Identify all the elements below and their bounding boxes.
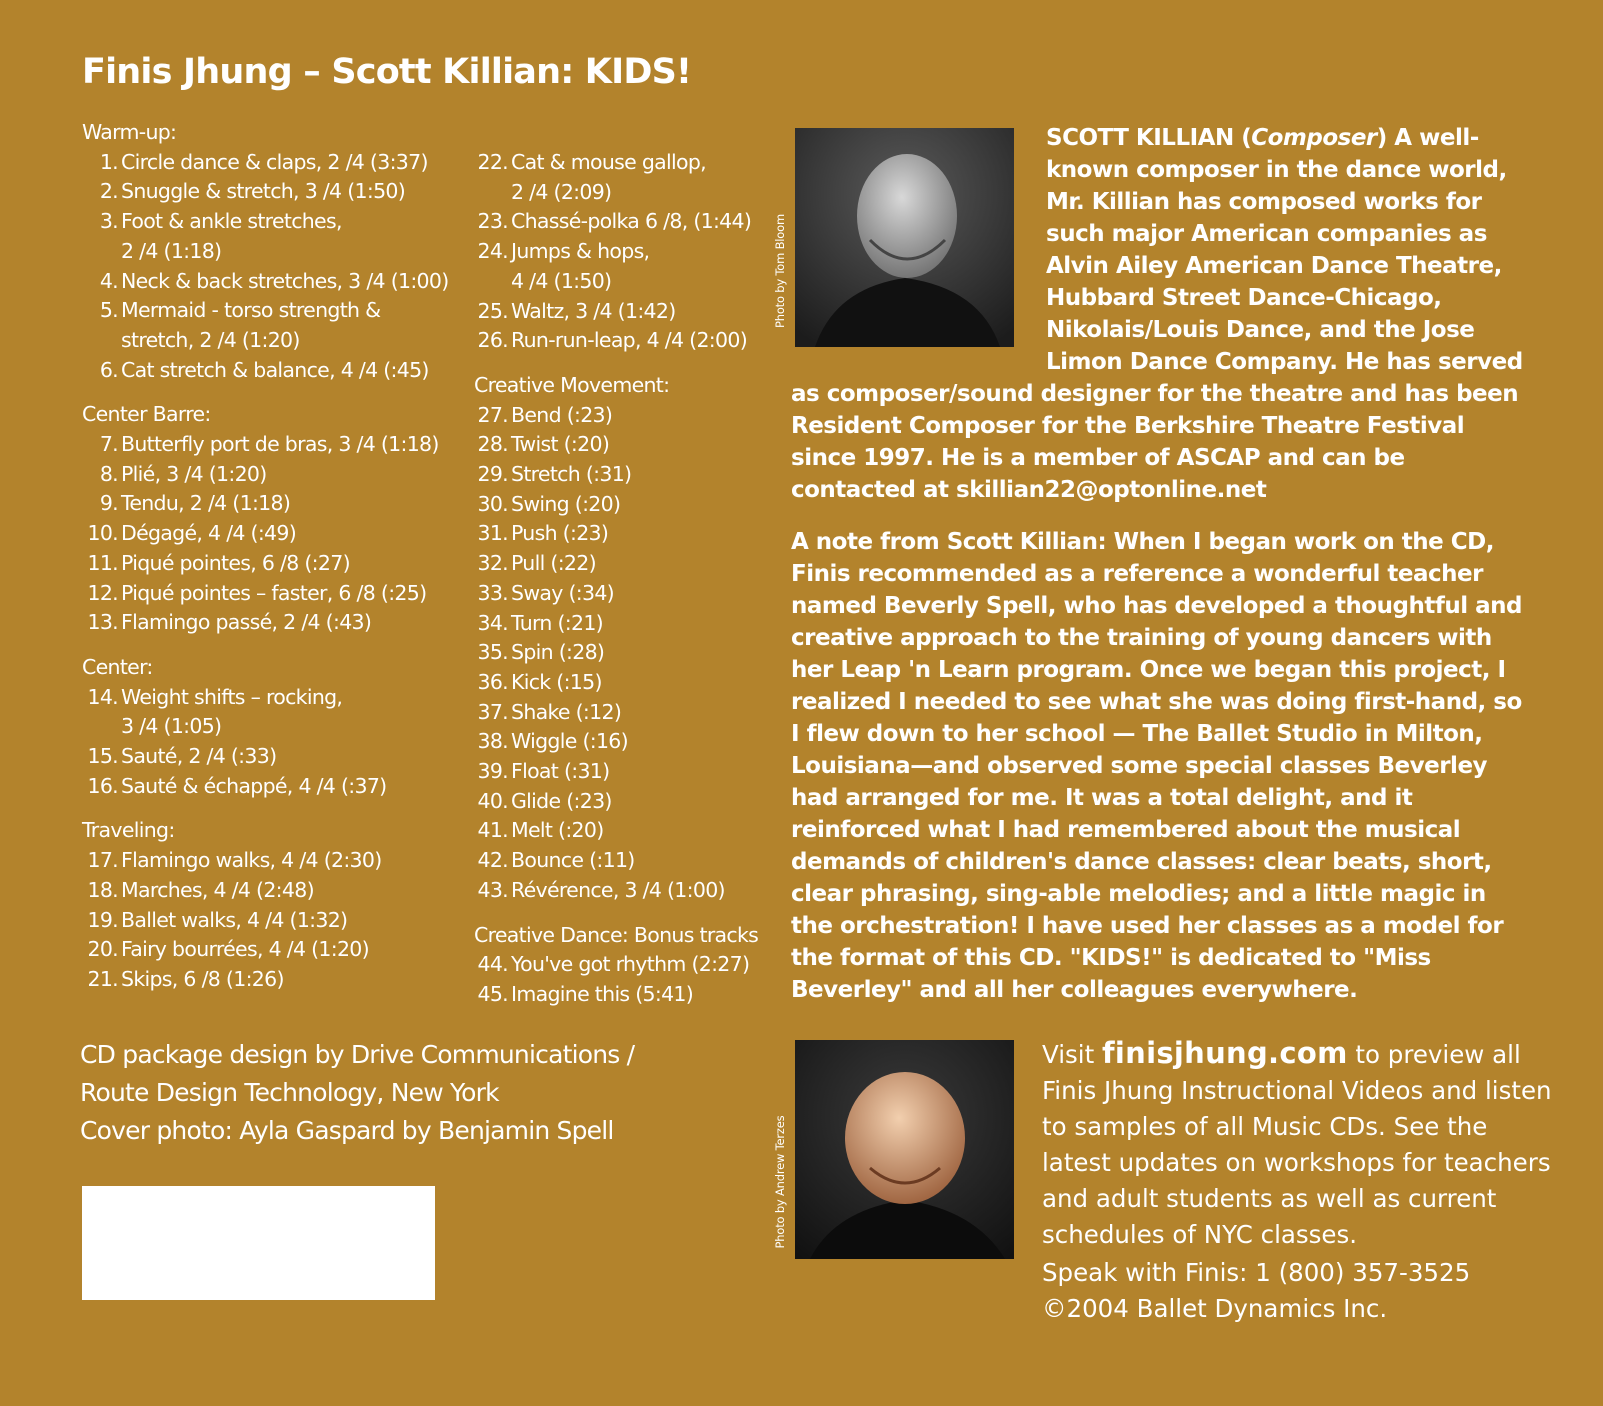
track-item <box>82 772 462 802</box>
track-name: Sauté & échappé, 4 /4 (:37) <box>121 773 387 798</box>
track-item <box>82 876 462 906</box>
track-name: Bend (:23) <box>511 402 613 427</box>
track-item <box>82 177 462 207</box>
track-number: 20. <box>87 937 118 962</box>
bio-role: Composer <box>1251 125 1377 151</box>
track-item <box>474 668 774 698</box>
track-name: Flamingo walks, 4 /4 (2:30) <box>121 848 382 873</box>
section-heading: Center Barre: <box>82 402 211 427</box>
track-number: 36. <box>477 669 508 694</box>
track-name: Ballet walks, 4 /4 (1:32) <box>121 907 348 932</box>
section-creative-dance <box>474 921 774 1010</box>
track-number: 37. <box>477 699 508 724</box>
section-continued <box>474 148 774 356</box>
track-name: Float (:31) <box>511 759 610 784</box>
track-number: 45. <box>477 981 508 1006</box>
track-item <box>474 698 774 728</box>
track-item <box>474 638 774 668</box>
track-item <box>82 267 462 297</box>
track-number: 21. <box>87 966 118 991</box>
track-item <box>474 237 774 296</box>
track-name: Neck & back stretches, 3 /4 (1:00) <box>121 268 449 293</box>
track-item <box>474 579 774 609</box>
track-number: 16. <box>87 773 118 798</box>
track-number: 6. <box>99 357 118 382</box>
track-name: Snuggle & stretch, 3 /4 (1:50) <box>121 179 406 204</box>
track-name: Push (:23) <box>511 521 609 546</box>
track-number: 25. <box>477 298 508 323</box>
track-item <box>474 519 774 549</box>
track-item <box>474 207 774 237</box>
track-number: 27. <box>477 402 508 427</box>
section-creative-movement <box>474 371 774 906</box>
finis-portrait-image <box>795 1040 1014 1259</box>
website-promo <box>1042 1035 1562 1327</box>
track-item <box>82 608 462 638</box>
track-number: 28. <box>477 432 508 457</box>
track-name: Cat & mouse gallop, 2 /4 (2:09) <box>511 150 706 204</box>
composer-bio <box>791 122 1531 1006</box>
track-item <box>474 148 774 207</box>
track-item <box>82 519 462 549</box>
track-name: Turn (:21) <box>511 610 603 635</box>
track-name: Swing (:20) <box>511 491 621 516</box>
section-heading: Warm-up: <box>82 120 177 144</box>
track-name: Piqué pointes, 6 /8 (:27) <box>121 550 350 575</box>
section-heading: Center: <box>82 654 153 679</box>
track-item <box>474 727 774 757</box>
track-name: Chassé-polka 6 /8, (1:44) <box>511 209 752 234</box>
bio-text: A well-known composer in the dance world, Mr. Killian has composed works for such major American companies as Alvin Ailey American Dance Theatre, Hubbard Street Dance-Chicago, Nikolais/Louis Dance, and the Jose Limon Dance Company. He has served as composer/sound designer for the theatre and has been Resident Composer for the Berkshire Theatre Festival since 1997. He is a member of ASCAP and can be contacted at skillian22@optonline.net <box>791 125 1523 503</box>
track-number: 19. <box>87 907 118 932</box>
track-name: Run-run-leap, 4 /4 (2:00) <box>511 328 747 353</box>
track-number: 1. <box>99 149 118 174</box>
track-item <box>82 906 462 936</box>
track-item <box>82 935 462 965</box>
track-number: 22. <box>477 150 508 174</box>
track-name: Skips, 6 /8 (1:26) <box>121 966 284 991</box>
credits-line: Route Design Technology, New York <box>80 1078 499 1107</box>
track-name: Marches, 4 /4 (2:48) <box>121 877 314 902</box>
website-name: finisjhung.com <box>1102 1036 1348 1070</box>
track-item <box>474 816 774 846</box>
track-number: 24. <box>477 239 508 264</box>
section-heading: Creative Movement: <box>474 372 670 397</box>
track-number: 40. <box>477 788 508 813</box>
track-item <box>474 950 774 980</box>
track-name: You've got rhythm (2:27) <box>511 952 750 977</box>
track-item <box>82 579 462 609</box>
track-number: 26. <box>477 328 508 353</box>
track-item <box>474 549 774 579</box>
section-heading: Creative Dance: Bonus tracks <box>474 922 759 947</box>
composer-note: A note from Scott Killian: When I began work on the CD, Finis recommended as a reference a wonderful teacher named Beverly Spell, who has developed a thoughtful and creative approach to the training of young dancers with her Leap 'n Learn program. Once we began this project, I realized I needed to see what she was doing first-hand, so I flew down to her school — The Ballet Studio in Milton, Louisiana—and observed some special classes Beverley had arranged for me. It was a total delight, and it reinforced what I had remembered about the musical demands of children's dance classes: clear beats, short, clear phrasing, sing-able melodies; and a little magic in the orchestration! I have used her classes as a model for the format of this CD. "KIDS!" is dedicated to "Miss Beverley" and all her colleagues everywhere. <box>791 529 1522 1003</box>
track-number: 44. <box>477 952 508 977</box>
track-item <box>474 787 774 817</box>
track-item <box>474 609 774 639</box>
track-item <box>474 757 774 787</box>
track-item <box>82 683 462 742</box>
section-center-barre <box>82 400 462 638</box>
track-name: Piqué pointes – faster, 6 /8 (:25) <box>121 580 427 605</box>
copyright: ©2004 Ballet Dynamics Inc. <box>1042 1294 1388 1323</box>
track-name: Weight shifts – rocking, 3 /4 (1:05) <box>121 684 343 739</box>
track-name: Tendu, 2 /4 (1:18) <box>121 491 291 516</box>
finis-photo <box>795 1040 1014 1259</box>
track-name: Fairy bourrées, 4 /4 (1:20) <box>121 937 369 962</box>
track-name: Butterfly port de bras, 3 /4 (1:18) <box>121 432 439 457</box>
track-name: Cat stretch & balance, 4 /4 (:45) <box>121 357 429 382</box>
track-number: 39. <box>477 759 508 784</box>
track-name: Stretch (:31) <box>511 462 632 487</box>
track-number: 43. <box>477 877 508 902</box>
credits-line: Cover photo: Ayla Gaspard by Benjamin Spell <box>80 1116 614 1145</box>
track-name: Flamingo passé, 2 /4 (:43) <box>121 610 372 635</box>
section-heading: Traveling: <box>82 818 175 843</box>
track-item <box>474 430 774 460</box>
track-name: Révérence, 3 /4 (1:00) <box>511 877 725 902</box>
track-list-column-1 <box>82 118 462 1010</box>
bio-role-close: ) <box>1376 125 1387 151</box>
track-number: 5. <box>99 298 118 323</box>
track-name: Plié, 3 /4 (1:20) <box>121 461 267 486</box>
track-name: Glide (:23) <box>511 788 612 813</box>
track-item <box>82 489 462 519</box>
track-name: Kick (:15) <box>511 669 602 694</box>
track-number: 42. <box>477 848 508 873</box>
track-number: 12. <box>87 580 118 605</box>
track-number: 32. <box>477 551 508 576</box>
track-name: Spin (:28) <box>511 640 605 665</box>
track-number: 29. <box>477 462 508 487</box>
track-name: Jumps & hops, 4 /4 (1:50) <box>511 239 650 293</box>
track-item <box>82 430 462 460</box>
track-name: Bounce (:11) <box>511 848 635 873</box>
track-item <box>474 326 774 356</box>
track-number: 30. <box>477 491 508 516</box>
track-number: 17. <box>87 848 118 873</box>
track-name: Dégagé, 4 /4 (:49) <box>121 521 297 546</box>
track-item <box>474 490 774 520</box>
track-name: Melt (:20) <box>511 818 604 843</box>
track-number: 33. <box>477 580 508 605</box>
blank-label-area <box>82 1186 435 1300</box>
photo-credit: Photo by Andrew Terzes <box>773 1115 787 1249</box>
design-credits <box>80 1036 720 1150</box>
photo-credit: Photo by Tom Bloom <box>773 214 787 328</box>
track-name: Sauté, 2 /4 (:33) <box>121 744 277 769</box>
track-name: Imagine this (5:41) <box>511 981 694 1006</box>
track-number: 38. <box>477 729 508 754</box>
track-number: 41. <box>477 818 508 843</box>
track-item <box>82 549 462 579</box>
track-number: 34. <box>477 610 508 635</box>
track-number: 2. <box>99 179 118 204</box>
track-number: 14. <box>87 684 118 709</box>
track-name: Twist (:20) <box>511 432 610 457</box>
track-item <box>474 876 774 906</box>
track-item <box>82 296 462 355</box>
track-item <box>82 846 462 876</box>
track-name: Mermaid - torso strength & stretch, 2 /4 (1:20) <box>121 298 381 352</box>
track-name: Shake (:12) <box>511 699 622 724</box>
track-number: 10. <box>87 521 118 546</box>
track-item <box>474 846 774 876</box>
track-item <box>82 965 462 995</box>
track-item <box>474 980 774 1010</box>
credits-line: CD package design by Drive Communications / <box>80 1040 635 1069</box>
section-center <box>82 653 462 802</box>
track-name: Waltz, 3 /4 (1:42) <box>511 298 676 323</box>
section-warm-up <box>82 118 462 385</box>
track-number: 11. <box>87 550 118 575</box>
track-item <box>82 148 462 178</box>
track-name: Wiggle (:16) <box>511 729 628 754</box>
track-number: 3. <box>99 209 118 234</box>
track-number: 31. <box>477 521 508 546</box>
track-number: 7. <box>99 432 118 457</box>
track-name: Circle dance & claps, 2 /4 (3:37) <box>121 149 428 174</box>
track-number: 35. <box>477 640 508 665</box>
track-item <box>474 401 774 431</box>
bio-name: SCOTT KILLIAN ( <box>1046 125 1252 151</box>
promo-body: to preview all Finis Jhung Instructional Videos and listen to samples of all Music CDs. See the latest updates on workshops for teachers and adult students as well as current schedules of NYC classes. <box>1042 1040 1552 1249</box>
track-number: 8. <box>99 461 118 486</box>
track-name: Sway (:34) <box>511 580 614 605</box>
track-number: 23. <box>477 209 508 234</box>
track-item <box>474 460 774 490</box>
track-number: 15. <box>87 744 118 769</box>
track-number: 18. <box>87 877 118 902</box>
track-item <box>82 460 462 490</box>
track-number: 4. <box>99 268 118 293</box>
track-item <box>82 207 462 266</box>
track-list-column-2 <box>474 148 774 1025</box>
track-number: 13. <box>87 610 118 635</box>
track-item <box>474 297 774 327</box>
track-item <box>82 356 462 386</box>
phone-number: Speak with Finis: 1 (800) 357-3525 <box>1042 1258 1471 1287</box>
track-name: Pull (:22) <box>511 551 596 576</box>
promo-lead: Visit <box>1042 1040 1102 1069</box>
track-number: 9. <box>99 491 118 516</box>
track-item <box>82 742 462 772</box>
promo-text <box>1042 1035 1562 1253</box>
section-traveling <box>82 816 462 994</box>
page-title: Finis Jhung – Scott Killian: KIDS! <box>82 52 692 92</box>
track-name: Foot & ankle stretches, 2 /4 (1:18) <box>121 209 342 263</box>
